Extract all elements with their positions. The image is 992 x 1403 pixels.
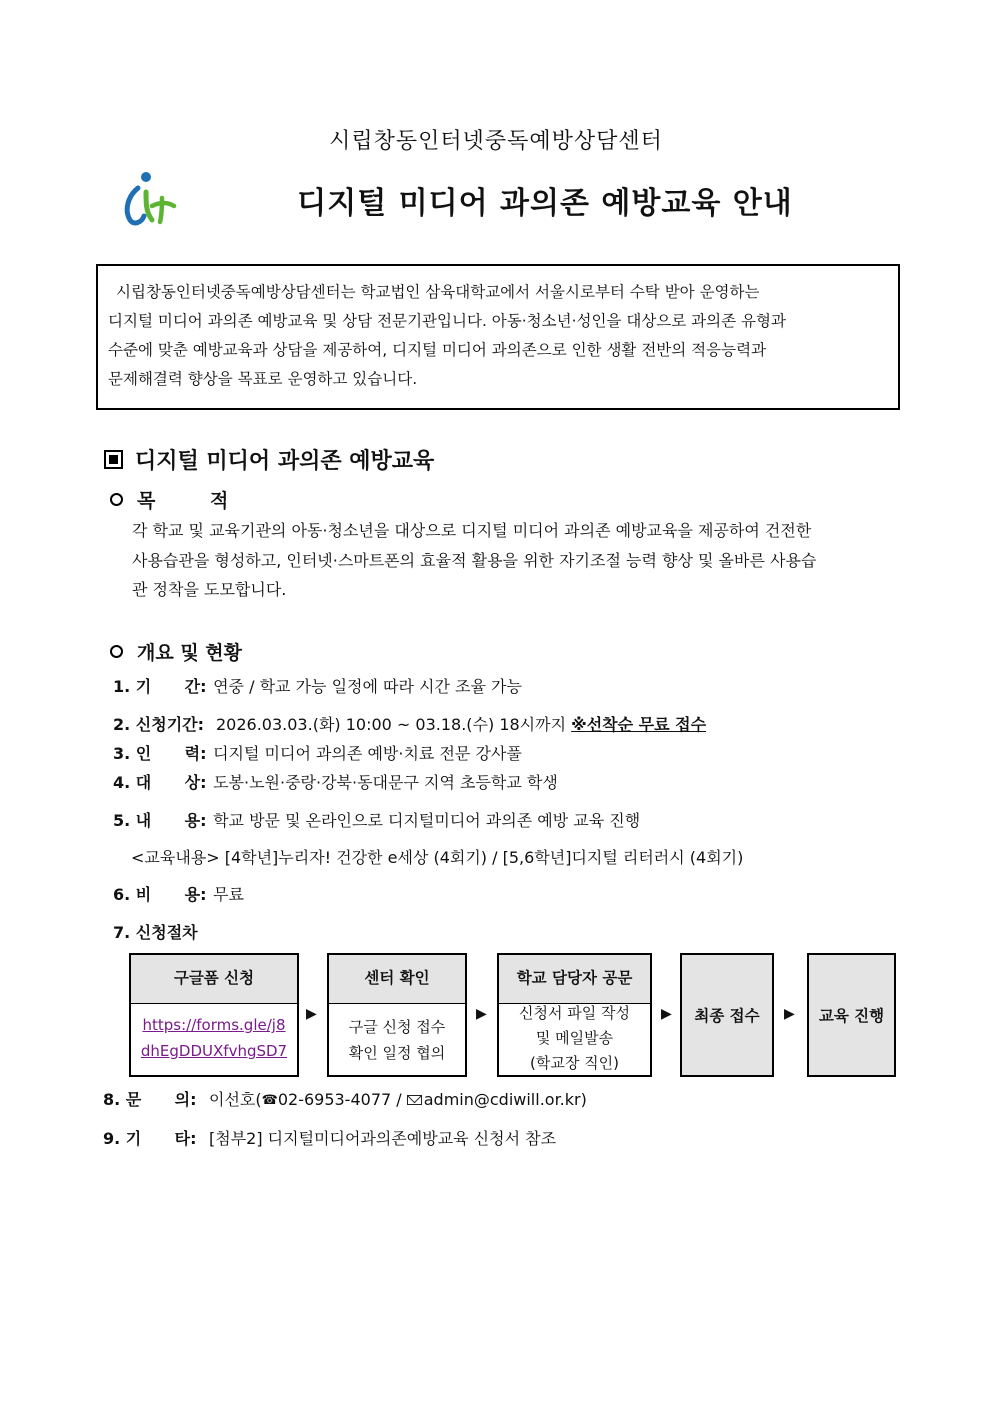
flow-step-title: 최종 접수 [694,1007,760,1025]
flow-arrow-icon: ▶ [784,1006,795,1022]
purpose-line: 각 학교 및 교육기관의 아동·청소년을 대상으로 디지털 미디어 과의존 예방교육을 제공하여 건전한 [132,521,812,540]
flow-arrow-icon: ▶ [306,1006,317,1022]
flow-step-title: 학교 담당자 공문 [499,955,650,1004]
overview-item-content [113,808,640,831]
flow-arrow-icon: ▶ [476,1006,487,1022]
contact-separator: / [391,1090,407,1109]
flow-step-text: 신청서 파일 작성 [519,1004,630,1022]
flow-step-title: 구글폼 신청 [131,955,297,1004]
overview-item-etc [103,1126,556,1149]
item-value: 도봉·노원·중랑·강북·동대문구 지역 초등학교 학생 [213,773,558,792]
purpose-heading [110,486,252,513]
flow-step-text: (학교장 직인) [530,1054,619,1072]
item-label: 6. 비 용: [113,885,207,904]
flow-step-text: 구글 신청 접수 [348,1018,446,1036]
purpose-line: 관 정착을 도모합니다. [132,580,287,599]
purpose-heading-text: 목 적 [137,490,253,512]
intro-line: 시립창동인터넷중독예방상담센터는 학교법인 삼육대학교에서 서울시로부터 수탁 받아 운영하는 [116,283,760,301]
contact-phone[interactable]: 02-6953-4077 [277,1090,392,1109]
flow-step-final-receipt [680,953,774,1077]
overview-item-contact [103,1087,587,1110]
overview-item-procedure [113,920,198,943]
item-value: [첨부2] 디지털미디어과의존예방교육 신청서 참조 [209,1129,557,1148]
intro-line: 디지털 미디어 과의존 예방교육 및 상담 전문기관입니다. 아동·청소년·성인을 대상으로 과의존 유형과 [108,312,786,330]
item-label: 5. 내 용: [113,811,207,830]
purpose-line: 사용습관을 형성하고, 인터넷·스마트폰의 효율적 활용을 위한 자기조절 능력 향상 및 올바른 사용습 [132,550,817,570]
overview-item-application-period [113,712,706,735]
intro-box [96,264,900,410]
contact-close: ) [580,1090,587,1109]
flow-step-text: 확인 일정 협의 [348,1044,446,1062]
flow-arrow-icon: ▶ [661,1006,672,1022]
item-label: 3. 인 력: [113,744,207,763]
intro-line: 수준에 맞춘 예방교육과 상담을 제공하여, 디지털 미디어 과의존으로 인한 생활 전반의 적응능력과 [108,341,767,359]
contact-name: 이선호( [209,1090,262,1109]
circle-bullet-icon [110,645,123,658]
circle-bullet-icon [110,493,123,506]
item-value: 2026.03.03.(화) 10:00 ~ 03.18.(수) 18시까지 [216,715,572,734]
contact-email[interactable]: admin@cdiwill.or.kr [423,1090,581,1109]
item-value: 디지털 미디어 과의존 예방·치료 전문 강사풀 [213,744,522,763]
envelope-icon [407,1095,422,1105]
overview-item-cost [113,882,244,905]
google-form-link[interactable]: https://forms.gle/j8 dhEgDDUXfvhgSD7 [140,1016,288,1060]
item-label: 9. 기 타: [103,1129,197,1148]
center-logo-icon [122,170,178,228]
flow-step-title: 교육 진행 [818,1007,885,1025]
overview-item-period [113,674,522,697]
first-come-note: ※선착순 무료 접수 [571,715,707,734]
item-label: 2. 신청기간: [113,715,205,734]
item-label: 4. 대 상: [113,773,207,792]
flow-step-school-document [497,953,652,1077]
overview-item-target [113,770,558,793]
intro-line: 문제해결력 향상을 목표로 운영하고 있습니다. [108,370,418,388]
filled-square-icon [104,450,123,469]
flow-step-education [807,953,896,1077]
flow-step-center-check [327,953,467,1077]
purpose-body [132,516,897,605]
overview-heading [110,638,242,665]
section-title-text: 디지털 미디어 과의존 예방교육 [135,449,435,474]
content-detail: <교육내용> [4학년]누리자! 건강한 e세상 (4회기) / [5,6학년]디지털 리터러시 (4회기) [131,848,744,867]
overview-item-staff [113,741,522,764]
item-value: 연중 / 학교 가능 일정에 따라 시간 조율 가능 [213,677,522,696]
flow-step-text: 및 메일발송 [535,1029,614,1047]
center-name: 시립창동인터넷중독예방상담센터 [329,129,663,154]
item-value: 무료 [213,885,245,904]
item-label: 7. 신청절차 [113,923,198,942]
item-label: 8. 문 의: [103,1090,197,1109]
flow-step-title: 센터 확인 [329,955,465,1004]
phone-icon: ☎ [261,1093,278,1108]
overview-heading-text: 개요 및 현황 [137,642,242,664]
section-title [104,444,434,475]
item-value: 학교 방문 및 온라인으로 디지털미디어 과의존 예방 교육 진행 [213,811,641,830]
flow-step-google-form [129,953,299,1077]
document-title: 디지털 미디어 과의존 예방교육 안내 [297,186,793,221]
item-label: 1. 기 간: [113,677,207,696]
